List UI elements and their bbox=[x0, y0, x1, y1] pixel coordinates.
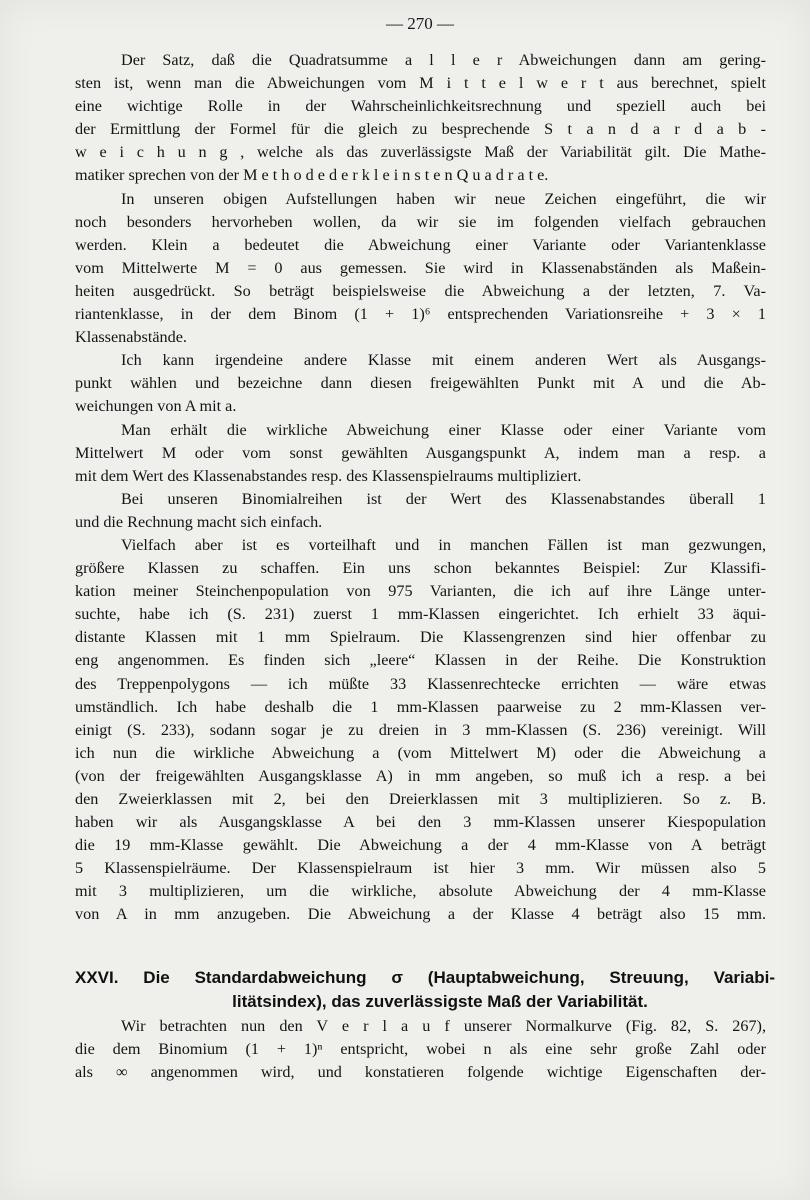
section-intro-text bbox=[75, 1015, 766, 1084]
body-text-line: mit dem Wert des Klassenabstandes resp. des Klassenspielraums multipliziert. bbox=[75, 466, 582, 485]
body-text-line: riantenklasse, in der dem Binom (1 + 1)⁶ entsprechenden Variationsreihe + 3 × 1 bbox=[75, 305, 766, 324]
body-text-line: w e i c h u n g , welche als das zuverlässigste Maß der Variabilität gilt. Die Mathe- bbox=[75, 143, 766, 162]
body-text-line: Klassenabstände. bbox=[75, 328, 187, 347]
body-text-line: des Treppenpolygons — ich müßte 33 Klassenrechtecke errichten — wäre etwas bbox=[75, 674, 766, 693]
section-heading bbox=[75, 966, 775, 1014]
body-text-line: und die Rechnung macht sich einfach. bbox=[75, 512, 323, 531]
body-text-line: der Ermittlung der Formel für die gleich zu besprechende S t a n d a r d a b - bbox=[75, 120, 766, 139]
body-text-line: suchte, habe ich (S. 231) zuerst 1 mm-Klassen eingerichtet. Ich erhielt 33 äqui- bbox=[75, 605, 766, 624]
body-text-line: In unseren obigen Aufstellungen haben wir neue Zeichen eingeführt, die wir bbox=[121, 189, 766, 208]
section-intro-line: die dem Binomium (1 + 1)ⁿ entspricht, wobei n als eine sehr große Zahl oder bbox=[75, 1040, 766, 1059]
body-text-line: Bei unseren Binomialreihen ist der Wert des Klassenabstandes überall 1 bbox=[121, 489, 766, 508]
body-text-line: von A in mm anzugeben. Die Abweichung a der Klasse 4 beträgt also 15 mm. bbox=[75, 905, 766, 924]
body-text-line: größere Klassen zu schaffen. Ein uns schon bekanntes Beispiel: Zur Klassifi- bbox=[75, 559, 766, 578]
body-text-line: heiten ausgedrückt. So beträgt beispielsweise die Abweichung a der letzten, 7. Va- bbox=[75, 281, 766, 300]
section-heading-line-2: litätsindex), das zuverlässigste Maß der Variabilität. bbox=[232, 992, 648, 1011]
body-text-line: (von der freigewählten Ausgangsklasse A) in mm angeben, so muß ich a resp. a bei bbox=[75, 766, 766, 785]
body-text-line: 5 Klassenspielräume. Der Klassenspielraum ist hier 3 mm. Wir müssen also 5 bbox=[75, 859, 766, 878]
body-text-line: Der Satz, daß die Quadratsumme a l l e r Abweichungen dann am gering- bbox=[121, 51, 766, 69]
body-text-line: haben wir als Ausgangsklasse A bei den 3 mm-Klassen unserer Kiespopulation bbox=[75, 813, 766, 832]
body-text-line: eine wichtige Rolle in der Wahrscheinlichkeitsrechnung und speziell auch bei bbox=[75, 97, 766, 116]
body-text-line: den Zweierklassen mit 2, bei den Dreierklassen mit 3 multiplizieren. So z. B. bbox=[75, 790, 766, 808]
body-text-line: punkt wählen und bezeichne dann diesen freigewählten Punkt mit A und die Ab- bbox=[75, 374, 766, 393]
body-text-line: werden. Klein a bedeutet die Abweichung einer Variante oder Variantenklasse bbox=[75, 235, 766, 254]
body-text-line: mit 3 multiplizieren, um die wirkliche, absolute Abweichung der 4 mm-Klasse bbox=[75, 882, 766, 901]
body-text-line: vom Mittelwerte M = 0 aus gemessen. Sie wird in Klassenabständen als Maßein- bbox=[75, 258, 766, 277]
body-text-line: weichungen von A mit a. bbox=[75, 397, 237, 416]
body-text-line: distante Klassen mit 1 mm Spielraum. Die Klassengrenzen sind hier offenbar zu bbox=[75, 628, 766, 647]
body-text-line: eng angenommen. Es finden sich „leere“ Klassen in der Reihe. Die Konstruktion bbox=[75, 651, 766, 670]
body-text-line: die 19 mm-Klasse gewählt. Die Abweichung a der 4 mm-Klasse von A beträgt bbox=[75, 836, 766, 855]
body-text-line: Mittelwert M oder vom sonst gewählten Ausgangspunkt A, indem man a resp. a bbox=[75, 443, 766, 462]
section-intro-line: als ∞ angenommen wird, und konstatieren folgende wichtige Eigenschaften der- bbox=[75, 1063, 766, 1082]
page-number: — 270 — bbox=[386, 14, 454, 33]
body-text-line: matiker sprechen von der M e t h o d e d e r k l e i n s t e n Q u a d r a t e. bbox=[75, 166, 549, 185]
body-text-line: umständlich. Ich habe deshalb die 1 mm-Klassen paarweise zu 2 mm-Klassen ver- bbox=[75, 697, 766, 716]
section-intro-line: Wir betrachten nun den V e r l a u f unserer Normalkurve (Fig. 82, S. 267), bbox=[121, 1017, 766, 1035]
body-text-line: sten ist, wenn man die Abweichungen vom M i t t e l w e r t aus berechnet, spielt bbox=[75, 74, 766, 93]
body-text-line: einigt (S. 233), sodann sogar je zu dreien in 3 mm-Klassen (S. 236) vereinigt. Will bbox=[75, 720, 766, 739]
body-text-line: Vielfach aber ist es vorteilhaft und in manchen Fällen ist man gezwungen, bbox=[121, 535, 766, 554]
body-text-line: kation meiner Steinchenpopulation von 975 Varianten, die ich auf ihre Länge unter- bbox=[75, 582, 766, 601]
body-text-line: ich nun die wirkliche Abweichung a (vom Mittelwert M) oder die Abweichung a bbox=[75, 743, 766, 762]
body-text-line: Ich kann irgendeine andere Klasse mit einem anderen Wert als Ausgangs- bbox=[121, 351, 766, 370]
section-heading-line-1: XXVI. Die Standardabweichung σ (Hauptabweichung, Streuung, Variabi- bbox=[75, 968, 775, 987]
body-text-line: noch besonders hervorheben wollen, da wir sie im folgenden vielfach gebrauchen bbox=[75, 212, 766, 231]
body-text-line: Man erhält die wirkliche Abweichung einer Klasse oder einer Variante vom bbox=[121, 420, 766, 439]
body-text bbox=[75, 49, 766, 927]
